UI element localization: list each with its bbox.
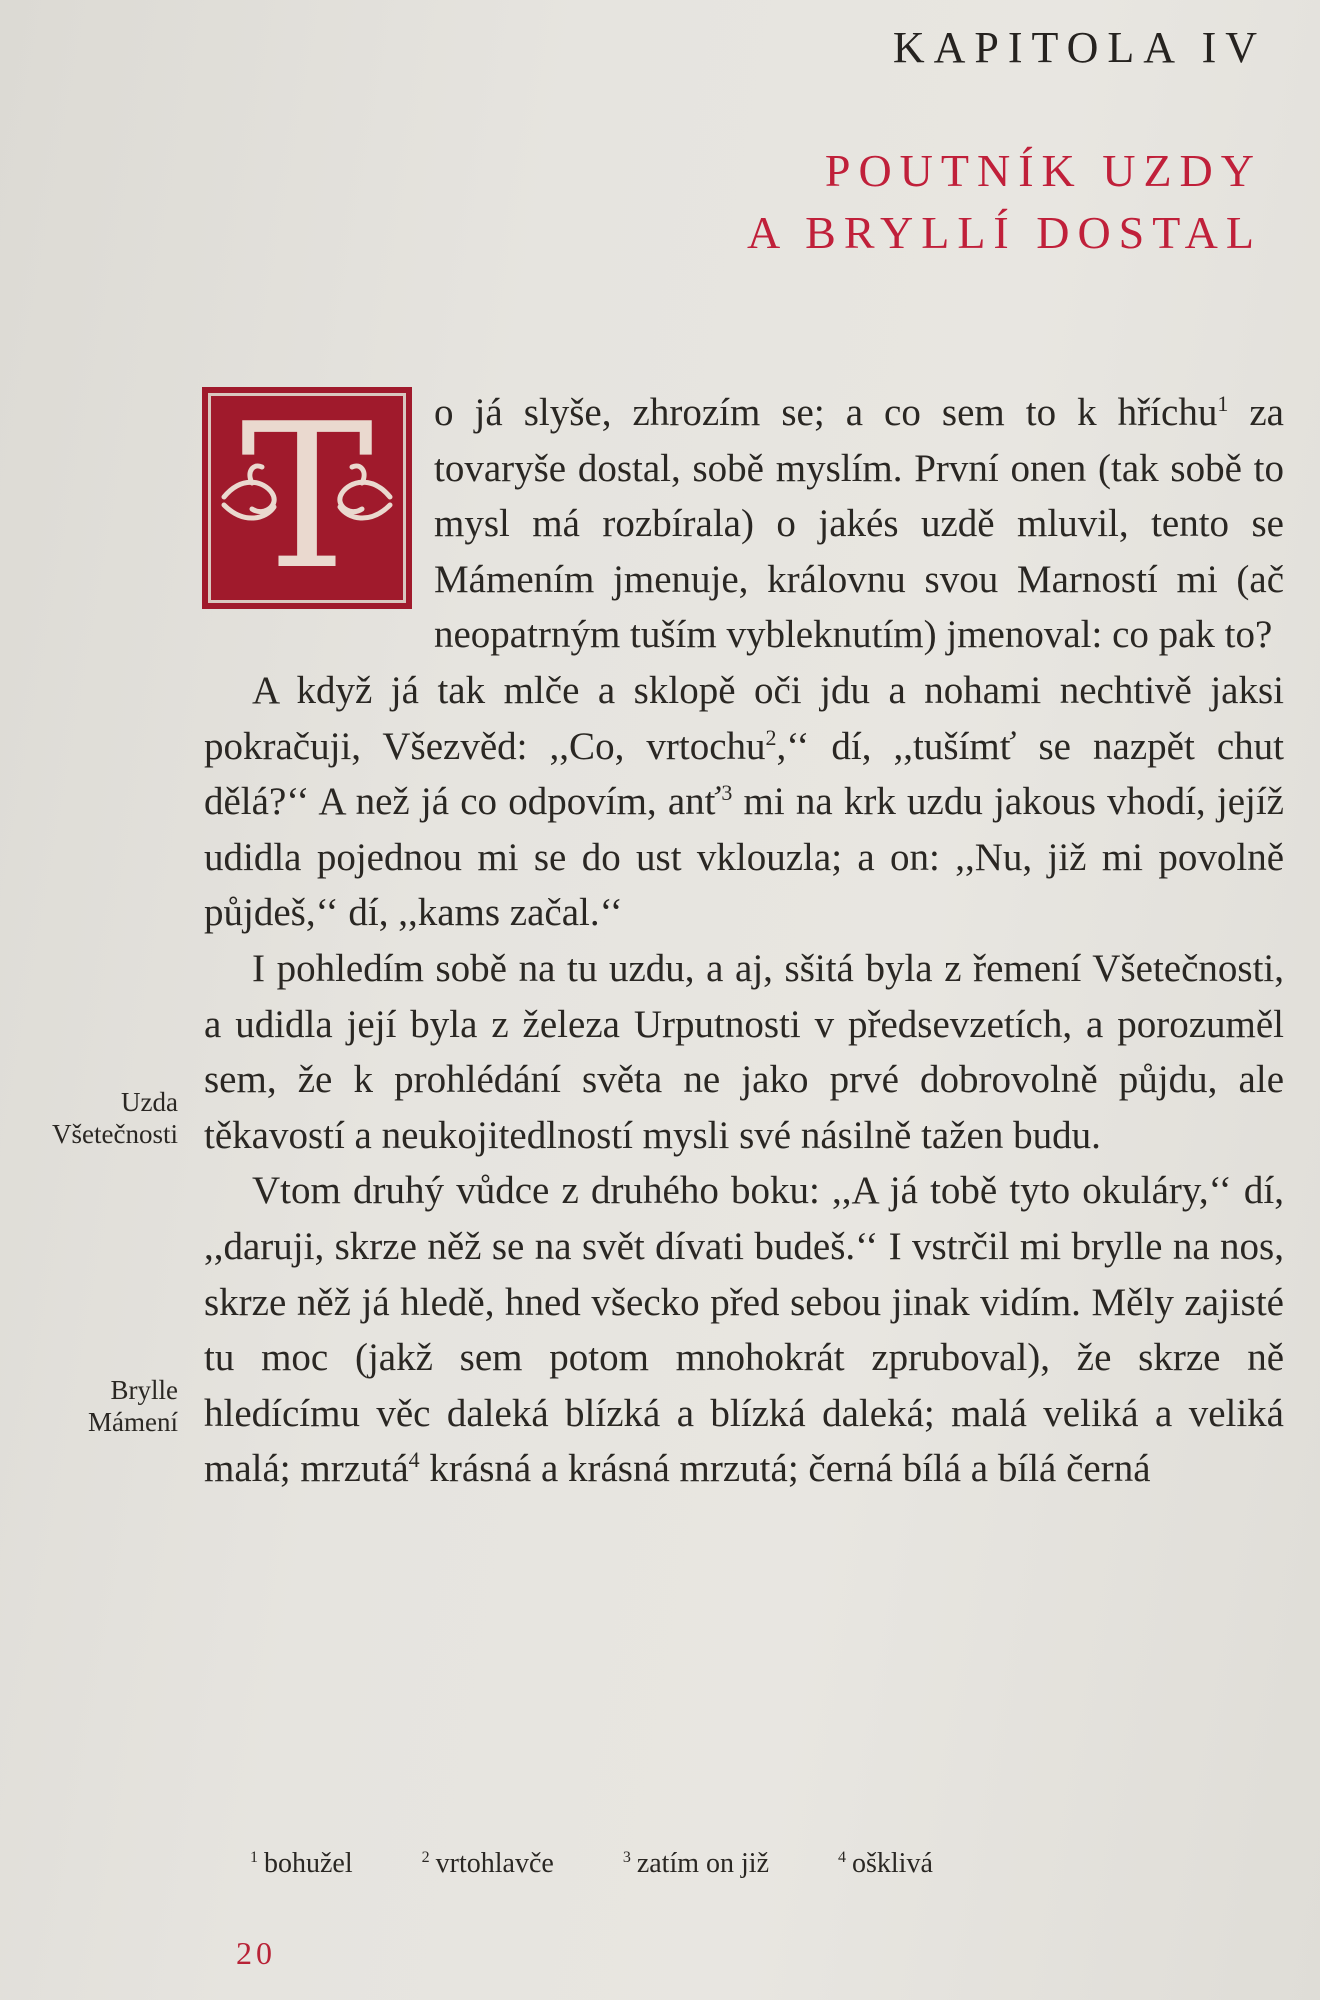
footnote-2-number: 2 <box>421 1848 430 1866</box>
dropcap <box>202 381 412 614</box>
margin-note-uzda-line-2: Všetečnosti <box>52 1119 178 1149</box>
footnotes <box>250 1848 995 1880</box>
paragraph-1-text-a: o já slyše, zhrozím se; a co sem to k hříchu <box>434 391 1218 434</box>
page-number: 20 <box>236 1935 276 1971</box>
footnote-1-number: 1 <box>250 1848 258 1866</box>
chapter-label: KAPITOLA IV <box>892 23 1266 72</box>
footnote-ref-4: 4 <box>408 1447 420 1473</box>
paragraph-4-text-a: Vtom druhý vůdce z druhého boku: ,,A já tobě tyto okuláry,‘‘ dí, ,,daruji, skrze něž se na svět dívati budeš.‘‘ I vstrčil mi brylle na nos, skrze něž já hledě, hned všecko před sebou jinak vidím. Měly zajisté tu moc (jakž sem potom mnohokrát zpruboval), že skrze ně hledícímu věc daleká blízká a blízká daleká; malá veliká a veliká malá; mrzutá <box>204 1169 1284 1491</box>
body-text <box>204 381 1284 1497</box>
paragraph-2-text-c: mi na krk uzdu jakous vhodí, jejíž udidla pojednou mi se do ust vklouzla; a on: ,,Nu, již mi povolně půjdeš,‘‘ dí, ,,kams začal.‘‘ <box>204 780 1284 935</box>
paragraph-4 <box>204 1163 1284 1497</box>
paragraph-2-text-b: ,‘‘ dí, ,,tušímť se nazpět chut dělá?‘‘ A než já co odpovím, anť <box>204 724 1284 824</box>
margin-note-uzda-line-1: Uzda <box>121 1087 178 1117</box>
footnote-3 <box>623 1848 769 1880</box>
margin-note-brylle-line-1: Brylle <box>110 1375 178 1405</box>
margin-note-uzda <box>52 1086 178 1150</box>
footnote-2-text: vrtohlavče <box>435 1848 554 1879</box>
footnote-2 <box>422 1848 554 1880</box>
paragraph-2 <box>204 663 1284 941</box>
dropcap-letter: T <box>240 381 374 614</box>
paragraph-2-text-a: A když já tak mlče a sklopě oči jdu a nohami nechtivě jaksi pokračuji, Všezvěd: ,,Co, vrtochu <box>204 668 1284 768</box>
margin-note-brylle-line-2: Mámení <box>88 1407 178 1437</box>
chapter-title <box>747 140 1262 264</box>
paragraph-1 <box>204 381 1284 663</box>
paragraph-1-text-b: za tovaryše dostal, sobě myslím. První onen (tak sobě to mysl má rozbírala) o jakés uzdě mluvil, tento se Mámením jmenuje, královnu svou Marností mi (ač neopatrným tuším vybleknutím) jmenoval: co pak to? <box>434 391 1284 657</box>
margin-note-brylle <box>88 1374 178 1438</box>
footnote-ref-2: 2 <box>765 724 777 750</box>
footnote-4-number: 4 <box>838 1848 846 1866</box>
footnote-3-text: zatím on již <box>636 1848 769 1879</box>
paragraph-3: I pohledím sobě na tu uzdu, a aj, sšitá byla z řemení Všetečnosti, a udidla její byla z železa Urputnosti v předsevzetích, a porozuměl sem, že k prohlédání světa ne jako prvé dobrovolně půjdu, ale těkavostí a neukojitedlností mysli své násilně tažen budu. <box>204 946 1284 1157</box>
footnote-4-text: ošklivá <box>852 1848 933 1879</box>
chapter-title-line-1: POUTNÍK UZDY <box>824 145 1262 196</box>
footnote-3-number: 3 <box>622 1848 631 1866</box>
footnote-1 <box>250 1848 353 1880</box>
footnote-ref-3: 3 <box>721 780 733 806</box>
chapter-title-line-2: A BRYLLÍ DOSTAL <box>747 207 1262 258</box>
footnote-4 <box>838 1848 933 1880</box>
footnote-ref-1: 1 <box>1217 391 1229 416</box>
footnote-1-text: bohužel <box>264 1848 353 1879</box>
paragraph-4-text-b: krásná a krásná mrzutá; černá bílá a bílá černá <box>419 1447 1151 1491</box>
